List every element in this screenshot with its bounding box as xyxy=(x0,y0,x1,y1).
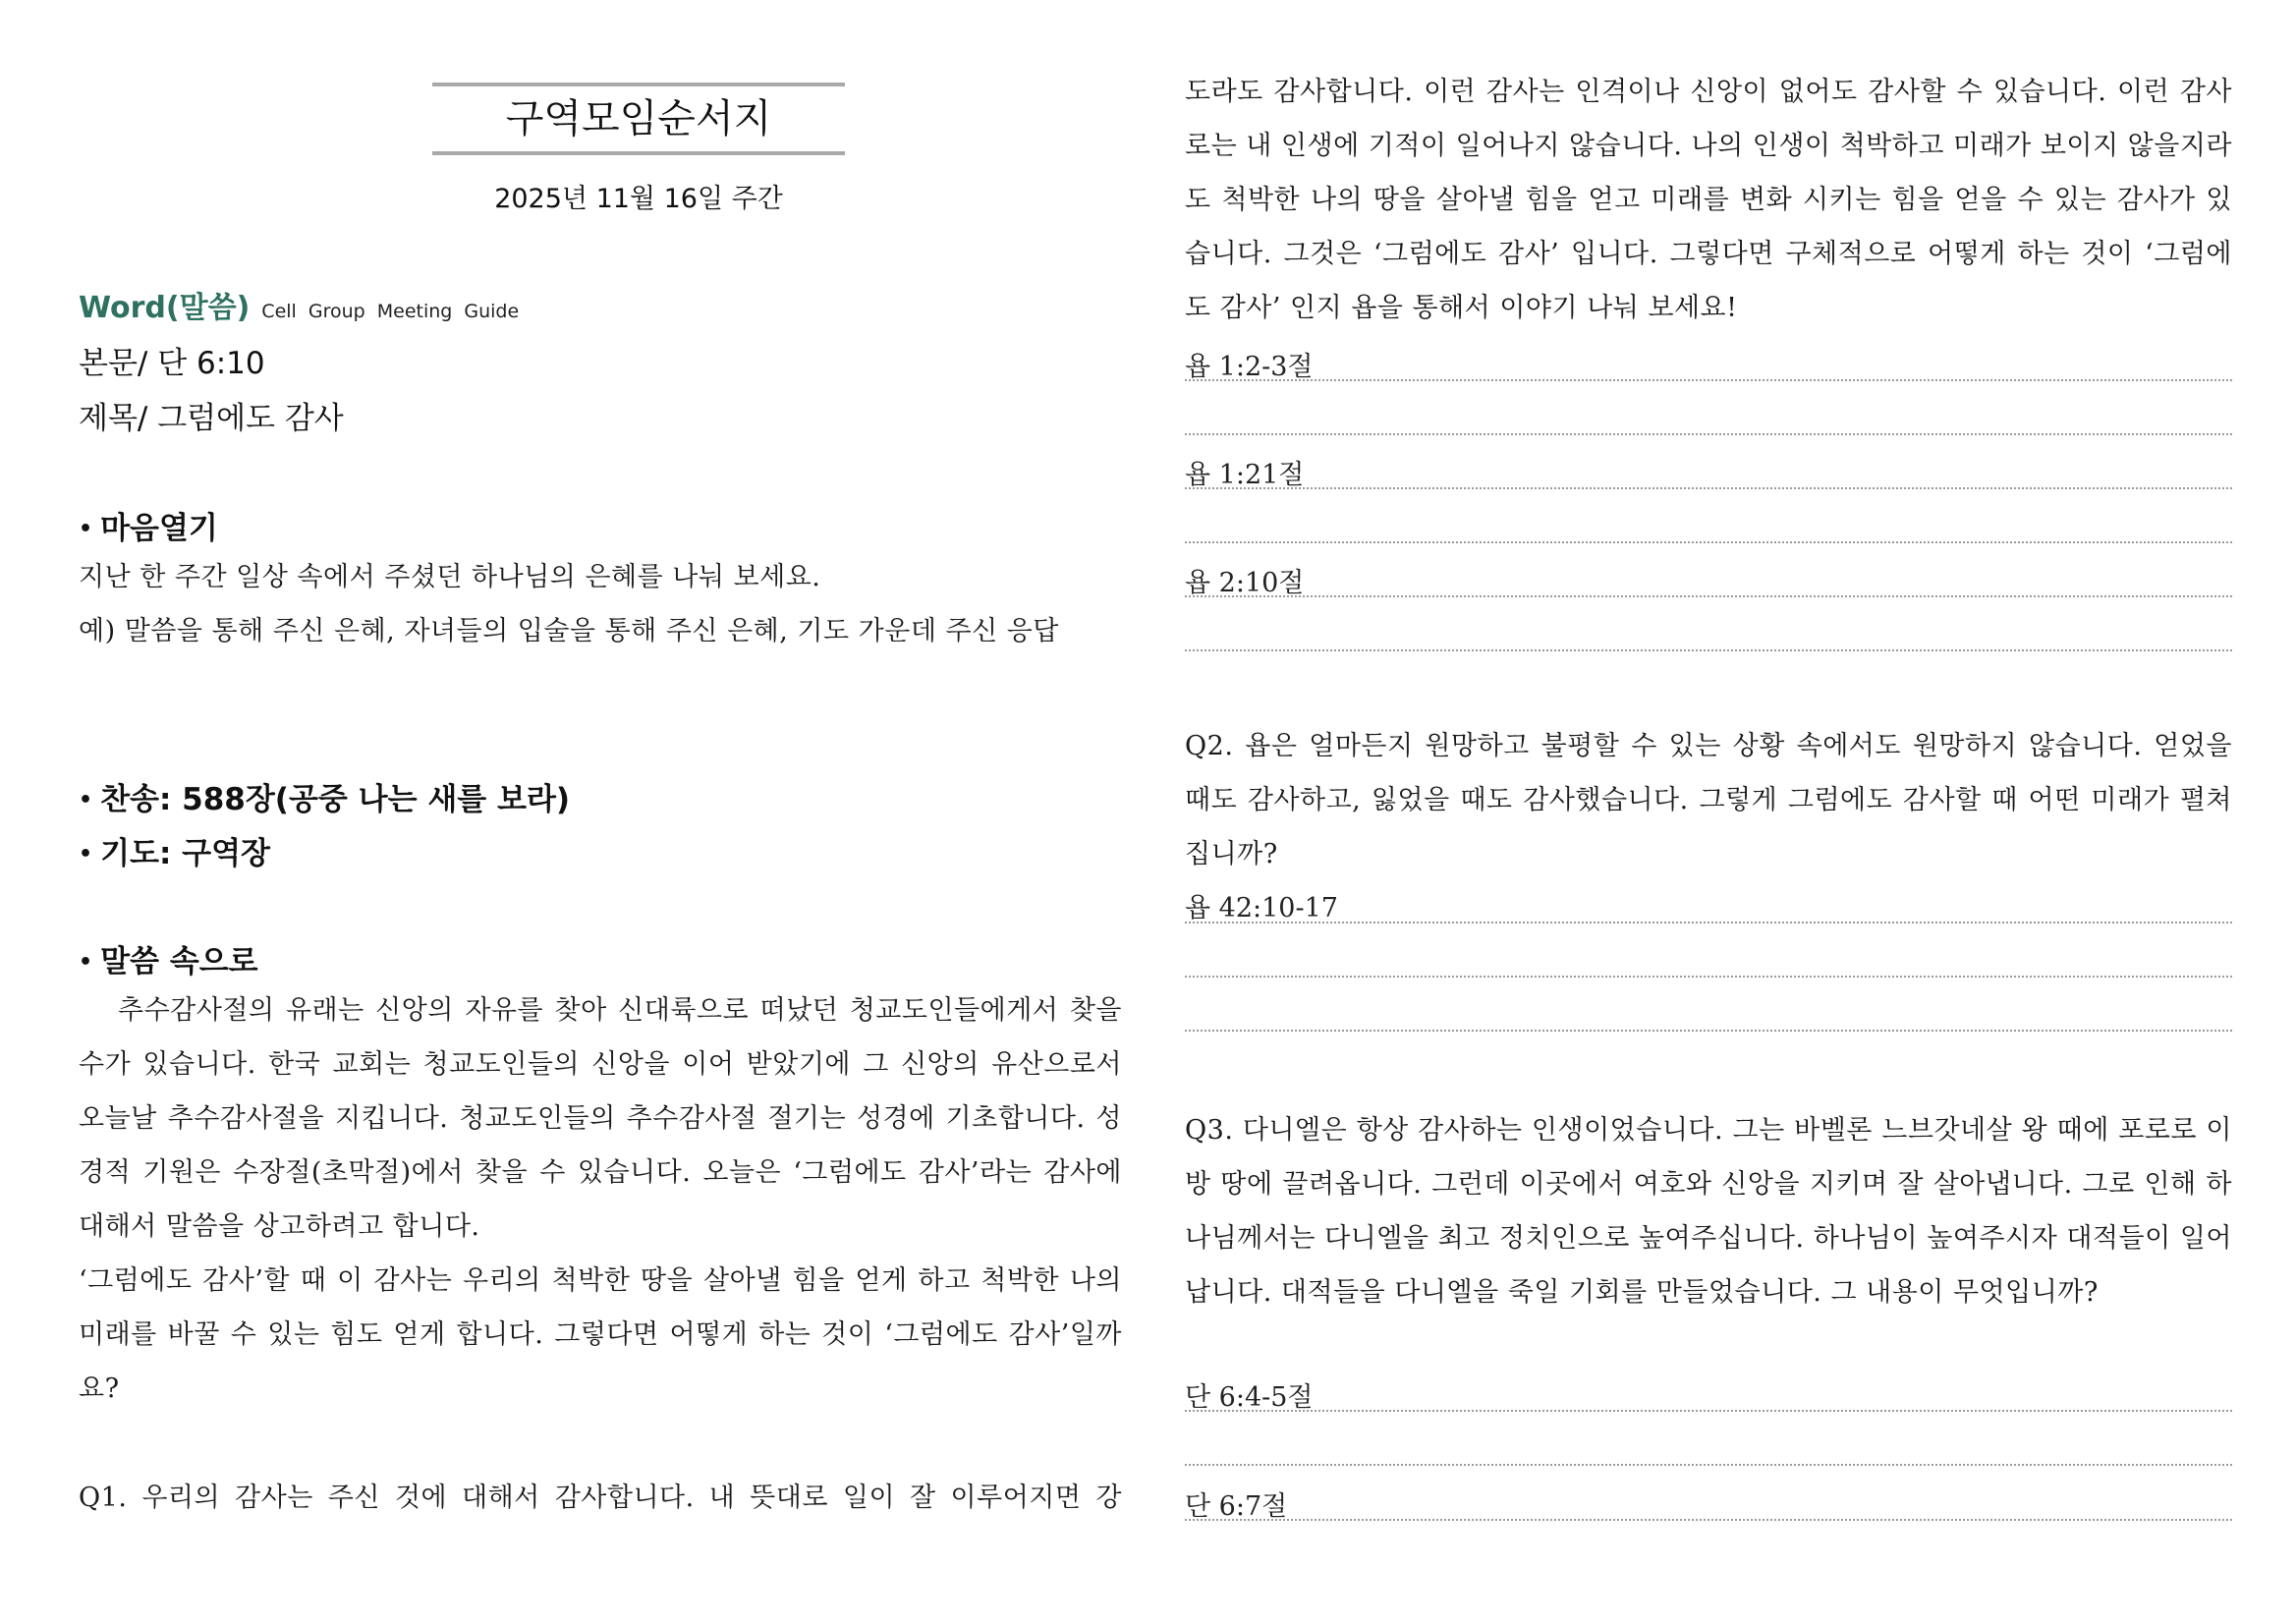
opening-heading xyxy=(79,503,218,547)
q1-ref-2: 욥 1:21절 xyxy=(1185,460,1305,490)
title-bottom-rule xyxy=(432,151,845,155)
into-word-heading-text: 말씀 속으로 xyxy=(100,944,258,980)
sermon-title: 제목/ 그럼에도 감사 xyxy=(79,401,344,436)
scripture-reference: 본문/ 단 6:10 xyxy=(79,346,265,381)
bullet-icon: • xyxy=(79,788,93,812)
q3-ref-2: 단 6:7절 xyxy=(1185,1491,1288,1522)
q3-text: Q3. 다니엘은 항상 감사하는 인생이었습니다. 그는 바벨론 느브갓네살 왕 때에 포로로 이방 땅에 끌려옵니다. 그런데 이곳에서 여호와 신앙을 지키며 잘 살아냅니다. 그로 인해 하나님께서는 다니엘을 최고 정치인으로 높여주십니다. 하나님이 높여주시자 대적들이 일어납니다. 대적들을 다니엘을 죽일 기회를 만들었습니다. 그 내용이 무엇입니까? xyxy=(1185,1115,2232,1308)
word-subtitle: Cell Group Meeting Guide xyxy=(261,301,520,322)
prayer xyxy=(79,828,270,872)
answer-line xyxy=(1185,595,2232,597)
title-block xyxy=(432,83,845,155)
word-label: Word(말씀) xyxy=(79,291,251,325)
week-date: 2025년 11월 16일 주간 xyxy=(494,184,783,214)
page-title: 구역모임순서지 xyxy=(505,96,772,141)
q1-continuation: 도라도 감사합니다. 이런 감사는 인격이나 신앙이 없어도 감사할 수 있습니다. 이런 감사로는 내 인생에 기적이 일어나지 않습니다. 나의 인생이 척박하고 미래가 보이지 않을지라도 척박한 나의 땅을 살아낼 힘을 얻고 미래를 변화 시키는 힘을 얻을 수 있는 감사가 있습니다. 그것은 ‘그럼에도 감사’ 입니다. 그렇다면 구체적으로 어떻게 하는 것이 ‘그럼에도 감사’ 인지 욥을 통해서 이야기 나눠 보세요! xyxy=(1185,77,2232,323)
opening-heading-text: 마음열기 xyxy=(100,511,218,546)
into-word-paragraph-2: ‘그럼에도 감사’할 때 이 감사는 우리의 척박한 땅을 살아낼 힘을 얻게 하고 척박한 나의 미래를 바꿀 수 있는 힘도 얻게 합니다. 그렇다면 어떻게 하는 것이 ‘그럼에도 감사’일까요? xyxy=(79,1265,1122,1404)
q1-ref-3: 욥 2:10절 xyxy=(1185,568,1305,598)
q1-start: Q1. 우리의 감사는 주신 것에 대해서 감사합니다. 내 뜻대로 일이 잘 이루어지면 강 xyxy=(79,1483,1122,1513)
q2-text: Q2. 욥은 얼마든지 원망하고 불평할 수 있는 상황 속에서도 원망하지 않습니다. 얻었을 때도 감사하고, 잃었을 때도 감사했습니다. 그렇게 그럼에도 감사할 때 어떤 미래가 펼쳐집니까? xyxy=(1185,731,2232,869)
into-word-paragraph-1: 추수감사절의 유래는 신앙의 자유를 찾아 신대륙으로 떠났던 청교도인들에게서 찾을 수가 있습니다. 한국 교회는 청교도인들의 신앙을 이어 받았기에 그 신앙의 유산으로서 오늘날 추수감사절을 지킵니다. 청교도인들의 추수감사절 절기는 성경에 기초합니다. 성경적 기원은 수장절(초막절)에서 찾을 수 있습니다. 오늘은 ‘그럼에도 감사’라는 감사에 대해서 말씀을 상고하려고 합니다. xyxy=(79,995,1122,1242)
answer-line xyxy=(1185,922,2232,924)
answer-line xyxy=(1185,433,2232,435)
answer-line xyxy=(1185,1410,2232,1412)
answer-line xyxy=(1185,976,2232,978)
answer-line xyxy=(1185,1519,2232,1521)
answer-line xyxy=(1185,1030,2232,1032)
answer-line xyxy=(1185,379,2232,381)
answer-line xyxy=(1185,487,2232,489)
answer-line xyxy=(1185,649,2232,651)
opening-line-1: 지난 한 주간 일상 속에서 주셨던 하나님의 은혜를 나눠 보세요. xyxy=(79,562,821,592)
bullet-icon: • xyxy=(79,842,93,867)
word-header xyxy=(79,283,519,326)
hymn xyxy=(79,774,570,818)
answer-line xyxy=(1185,541,2232,543)
bullet-icon: • xyxy=(79,950,93,975)
q2-ref-1: 욥 42:10-17 xyxy=(1185,893,1338,924)
into-word-heading xyxy=(79,936,258,980)
hymn-text: 찬송: 588장(공중 나는 새를 보라) xyxy=(100,782,571,817)
prayer-text: 기도: 구역장 xyxy=(100,836,270,871)
opening-line-2: 예) 말씀을 통해 주신 은혜, 자녀들의 입술을 통해 주신 은혜, 기도 가운데 주신 응답 xyxy=(79,616,1059,646)
q3-ref-1: 단 6:4-5절 xyxy=(1185,1382,1314,1413)
answer-line xyxy=(1185,1464,2232,1466)
q1-ref-1: 욥 1:2-3절 xyxy=(1185,352,1314,382)
bullet-icon: • xyxy=(79,517,93,541)
